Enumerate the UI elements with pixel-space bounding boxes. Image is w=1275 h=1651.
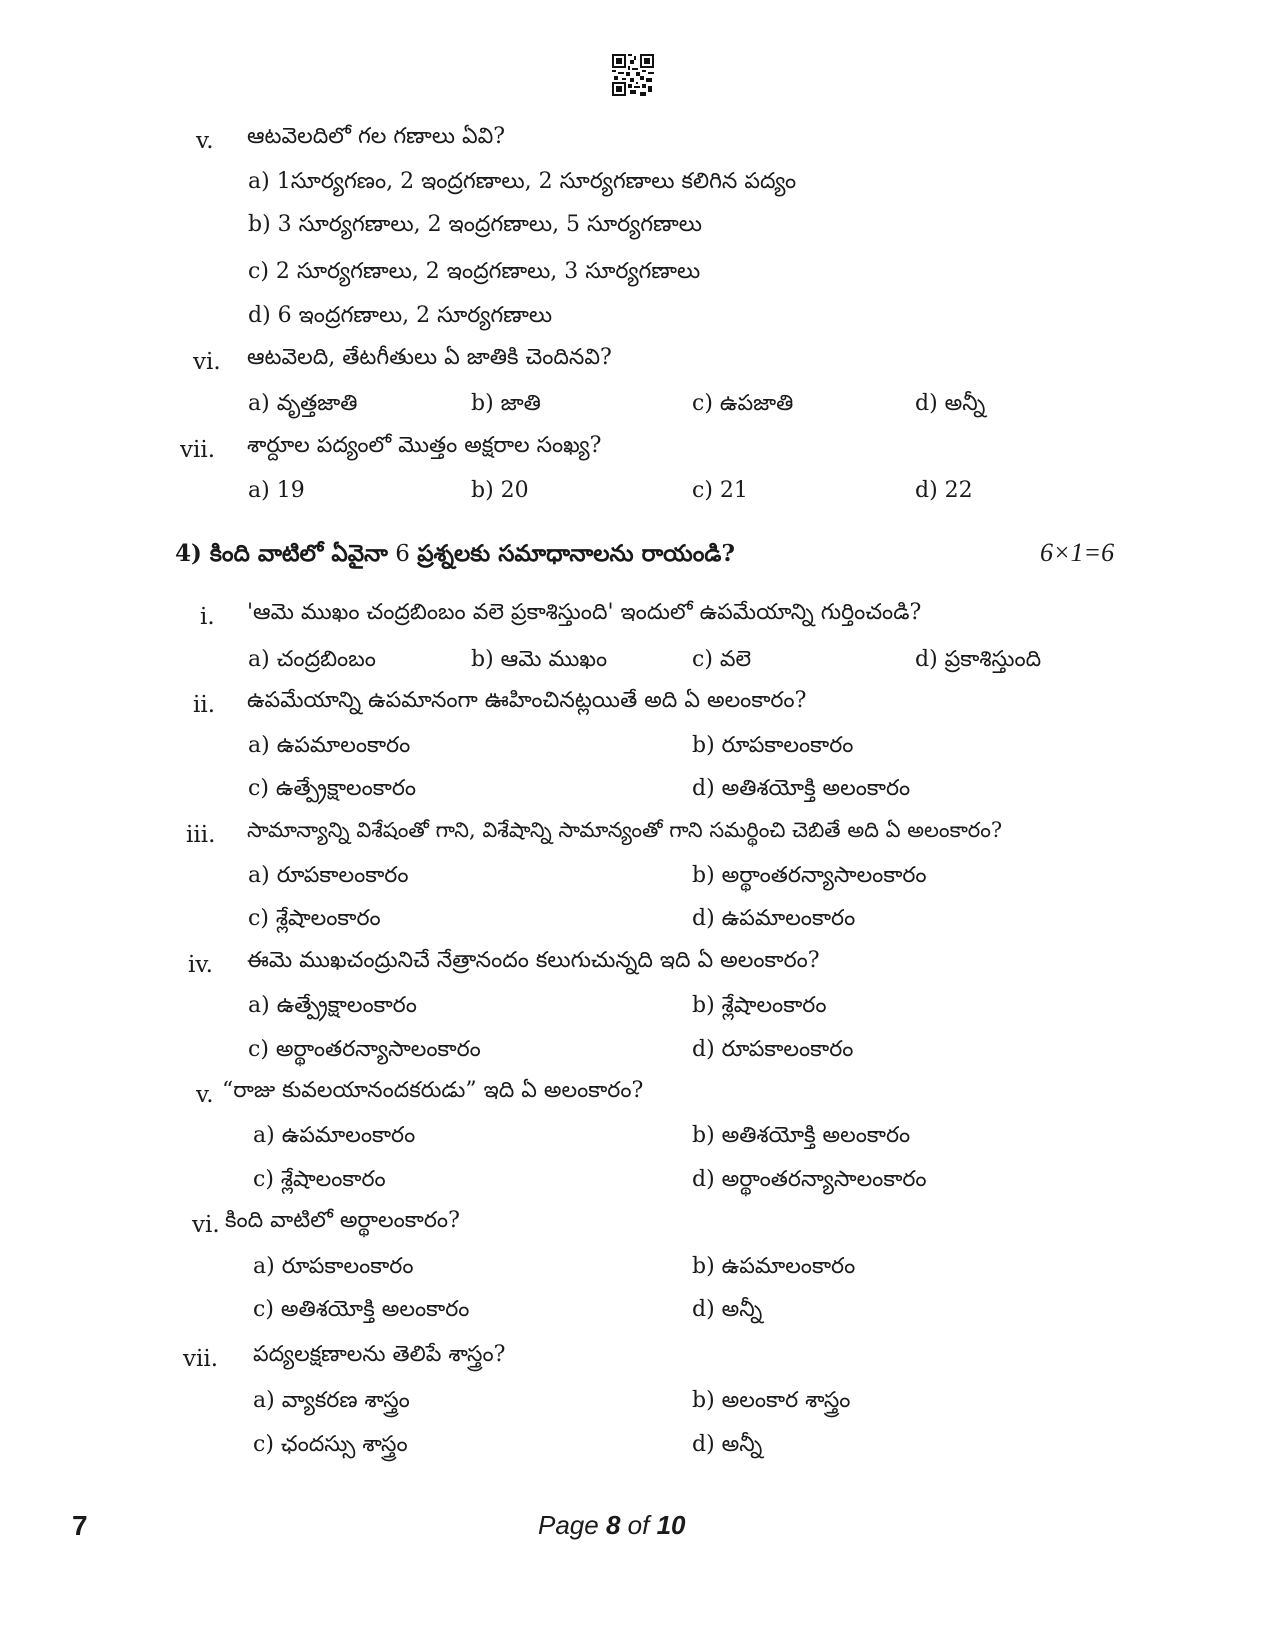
option-b: b) జాతి <box>471 391 541 416</box>
option-b: b) శ్లేషాలంకారం <box>692 993 827 1018</box>
option-c: c) శ్లేషాలంకారం <box>248 906 381 931</box>
question-number: iv. <box>188 952 213 978</box>
question-number: iii. <box>186 822 216 848</box>
option-d: d) 6 ఇంద్రగణాలు, 2 సూర్యగణాలు <box>248 303 553 328</box>
option-a: a) 1సూర్యగణం, 2 ఇంద్రగణాలు, 2 సూర్యగణాలు కలిగిన పద్యం <box>248 169 797 194</box>
option-d: d) అన్నీ <box>692 1297 763 1322</box>
option-b: b) రూపకాలంకారం <box>692 733 854 758</box>
option-d: d) అర్థాంతరన్యాసాలంకారం <box>692 1167 927 1192</box>
option-a: a) 19 <box>248 478 305 503</box>
page-current: 8 <box>605 1510 621 1540</box>
question-number: vi. <box>192 1212 220 1238</box>
option-b: b) ఉపమాలంకారం <box>692 1254 856 1279</box>
option-d: d) ప్రకాశిస్తుంది <box>915 647 1042 672</box>
option-c: c) ఉపజాతి <box>692 391 794 416</box>
option-b: b) అలంకార శాస్త్రం <box>692 1388 851 1413</box>
question-text: “రాజు కువలయానందకరుడు” ఇది ఏ అలంకారం? <box>222 1078 644 1103</box>
question-number: vi. <box>193 349 221 375</box>
option-b: b) అర్థాంతరన్యాసాలంకారం <box>692 863 927 888</box>
section-number: 4) <box>175 540 202 567</box>
option-c: c) 21 <box>692 478 748 503</box>
option-c: c) వలె <box>692 647 752 672</box>
option-d: d) రూపకాలంకారం <box>692 1037 854 1062</box>
page-prefix: Page <box>538 1510 606 1540</box>
option-d: d) ఉపమాలంకారం <box>692 906 856 931</box>
question-number: i. <box>200 604 215 630</box>
option-c: c) అతిశయోక్తి అలంకారం <box>253 1297 470 1322</box>
section-instruction-a: కింది వాటిలో ఏవైనా <box>209 540 388 567</box>
option-d: d) అన్నీ <box>915 391 986 416</box>
question-number: v. <box>196 1082 214 1108</box>
question-number: ii. <box>193 692 216 718</box>
option-c: c) ఛందస్సు శాస్త్రం <box>253 1432 408 1457</box>
question-text: ఆటవెలదిలో గల గణాలు ఏవి? <box>247 124 506 149</box>
section-instruction-b: ప్రశ్నలకు సమాధానాలను రాయండి? <box>417 540 735 567</box>
option-a: a) రూపకాలంకారం <box>253 1254 414 1279</box>
option-b: b) 20 <box>471 478 529 503</box>
question-text: కింది వాటిలో అర్థాలంకారం? <box>225 1208 460 1233</box>
question-text: ఉపమేయాన్ని ఉపమానంగా ఊహించినట్లయితే అది ఏ అలంకారం? <box>247 688 807 713</box>
option-c: c) శ్లేషాలంకారం <box>253 1167 386 1192</box>
section-count: 6 <box>387 541 418 567</box>
page-total: 10 <box>656 1510 686 1540</box>
option-b: b) అతిశయోక్తి అలంకారం <box>692 1123 911 1148</box>
question-text: సామాన్యాన్ని విశేషంతో గాని, విశేషాన్ని సామాన్యంతో గాని సమర్థించి చెబితే అది ఏ అలంకారం? <box>247 818 1003 842</box>
option-c: c) 2 సూర్యగణాలు, 2 ఇంద్రగణాలు, 3 సూర్యగణాలు <box>248 259 701 284</box>
option-a: a) వ్యాకరణ శాస్త్రం <box>253 1388 410 1413</box>
option-c: c) ఉత్ప్రేక్షాలంకారం <box>248 776 417 801</box>
question-number: v. <box>196 128 214 154</box>
qr-code-icon <box>612 54 654 96</box>
question-text: పద్యలక్షణాలను తెలిపే శాస్త్రం? <box>253 1342 506 1367</box>
option-a: a) ఉపమాలంకారం <box>253 1123 416 1148</box>
page-mid: of <box>620 1510 657 1540</box>
option-a: a) రూపకాలంకారం <box>248 863 409 888</box>
option-a: a) చంద్రబింబం <box>248 647 376 672</box>
option-d: d) అన్నీ <box>692 1432 763 1457</box>
question-text: ఆటవెలది, తేటగీతులు ఏ జాతికి చెందినవి? <box>247 345 612 370</box>
option-a: a) ఉపమాలంకారం <box>248 733 411 758</box>
option-b: b) ఆమె ముఖం <box>471 647 608 672</box>
option-d: d) 22 <box>915 478 973 503</box>
option-a: a) ఉత్ప్రేక్షాలంకారం <box>248 993 417 1018</box>
option-b: b) 3 సూర్యగణాలు, 2 ఇంద్రగణాలు, 5 సూర్యగణాలు <box>248 212 702 237</box>
page-number <box>538 1510 685 1541</box>
section-marks: 6×1=6 <box>1040 538 1115 567</box>
question-text: 'ఆమె ముఖం చంద్రబింబం వలె ప్రకాశిస్తుంది' ఇందులో ఉపమేయాన్ని గుర్తించండి? <box>247 600 922 625</box>
question-text: ఈమె ముఖచంద్రునిచే నేత్రానందం కలుగుచున్నది ఇది ఏ అలంకారం? <box>247 948 820 973</box>
question-number: vii. <box>180 437 216 463</box>
option-a: a) వృత్తజాతి <box>248 391 358 416</box>
option-c: c) అర్థాంతరన్యాసాలంకారం <box>248 1037 481 1062</box>
footer-class-number: 7 <box>72 1510 88 1541</box>
question-text: శార్దూల పద్యంలో మొత్తం అక్షరాల సంఖ్య? <box>247 433 602 458</box>
option-d: d) అతిశయోక్తి అలంకారం <box>692 776 911 801</box>
section-heading <box>175 540 735 573</box>
question-number: vii. <box>183 1346 219 1372</box>
